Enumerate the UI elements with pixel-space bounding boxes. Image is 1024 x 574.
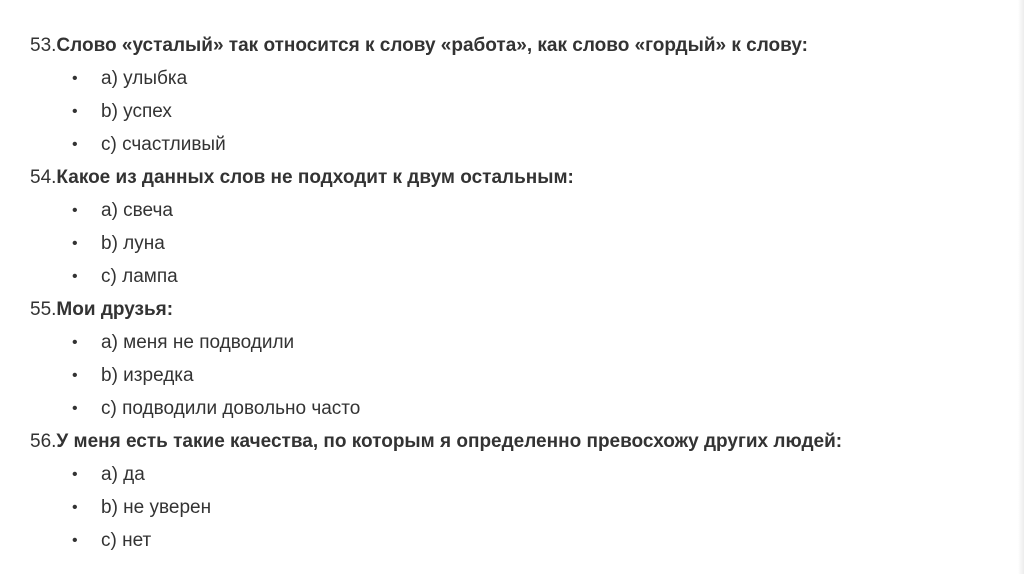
question-number: 53. — [30, 35, 57, 56]
bullet-icon: • — [72, 532, 78, 549]
answer-label: a) улыбка — [101, 68, 188, 89]
question-line — [30, 293, 990, 326]
answer-label: c) счастливый — [101, 134, 226, 155]
question-text: Слово «усталый» так относится к слову «работа», как слово «гордый» к слову: — [56, 35, 808, 56]
question-list — [30, 29, 990, 557]
bullet-icon: • — [72, 367, 78, 384]
bullet-icon: • — [72, 235, 78, 252]
answer-label: b) успех — [101, 101, 172, 122]
answer-label: b) луна — [101, 233, 165, 254]
question-55 — [30, 293, 990, 425]
answer-option — [30, 491, 990, 524]
answer-option — [30, 392, 990, 425]
answer-label: a) да — [101, 464, 145, 485]
bullet-icon: • — [72, 268, 78, 285]
question-line — [30, 161, 990, 194]
bullet-icon: • — [72, 136, 78, 153]
bullet-icon: • — [72, 499, 78, 516]
bullet-icon: • — [72, 400, 78, 417]
bullet-icon: • — [72, 202, 78, 219]
question-line — [30, 29, 990, 62]
answer-option — [30, 227, 990, 260]
answer-label: c) лампа — [101, 266, 178, 287]
answer-option — [30, 458, 990, 491]
answer-option — [30, 194, 990, 227]
answer-option — [30, 95, 990, 128]
answer-option — [30, 128, 990, 161]
answer-option — [30, 326, 990, 359]
answer-label: c) нет — [101, 530, 152, 551]
bullet-icon: • — [72, 70, 78, 87]
question-54 — [30, 161, 990, 293]
answer-label: a) свеча — [101, 200, 173, 221]
answer-label: b) изредка — [101, 365, 194, 386]
bullet-icon: • — [72, 103, 78, 120]
question-56 — [30, 425, 990, 557]
question-text: Какое из данных слов не подходит к двум остальным: — [56, 167, 574, 188]
question-number: 55. — [30, 299, 57, 320]
slide-edge-shadow — [1018, 0, 1024, 574]
question-53 — [30, 29, 990, 161]
bullet-icon: • — [72, 334, 78, 351]
answer-label: a) меня не подводили — [101, 332, 295, 353]
answer-label: c) подводили довольно часто — [101, 398, 361, 419]
question-text: Мои друзья: — [56, 299, 174, 320]
question-line — [30, 425, 990, 458]
answer-option — [30, 524, 990, 557]
answer-label: b) не уверен — [101, 497, 212, 518]
question-text: У меня есть такие качества, по которым я определенно превосхожу других людей: — [56, 431, 843, 452]
question-number: 56. — [30, 431, 57, 452]
question-number: 54. — [30, 167, 57, 188]
bullet-icon: • — [72, 466, 78, 483]
answer-option — [30, 359, 990, 392]
answer-option — [30, 260, 990, 293]
answer-option — [30, 62, 990, 95]
